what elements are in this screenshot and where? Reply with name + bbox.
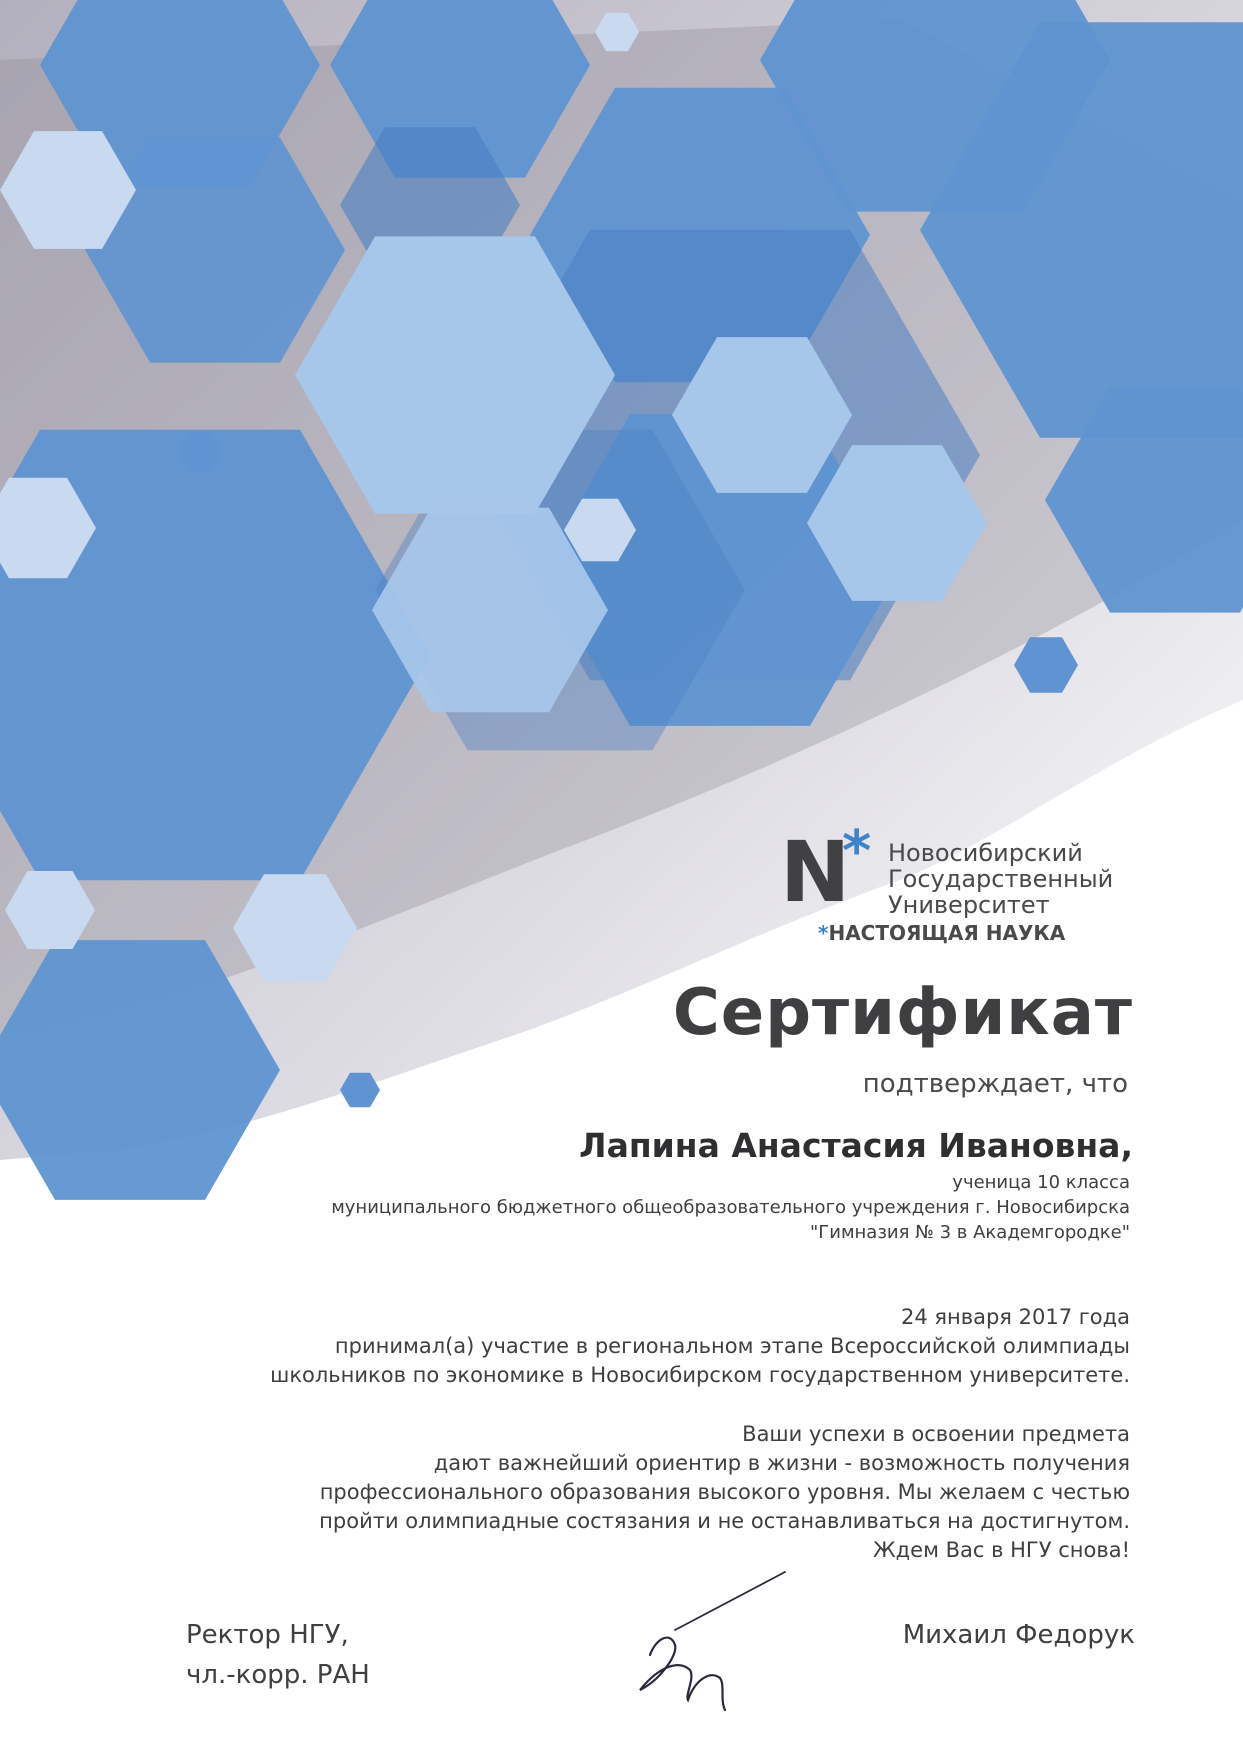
rector-title-line: Ректор НГУ, — [186, 1620, 349, 1650]
wishes-line: пройти олимпиадные состязания и не останавливаться на достигнутом. — [319, 1509, 1130, 1533]
tagline-star-icon: * — [818, 921, 829, 945]
university-name-line: Новосибирский — [888, 839, 1083, 867]
wishes-line: Ждем Вас в НГУ снова! — [873, 1538, 1130, 1562]
logo-star-icon: * — [842, 819, 872, 884]
rector-title — [186, 1615, 370, 1695]
details-line: "Гимназия № 3 в Академгородке" — [810, 1222, 1130, 1243]
recipient-details — [130, 1170, 1130, 1245]
participation-line: 24 января 2017 года — [900, 1305, 1130, 1329]
university-name — [888, 840, 1113, 918]
signer-name: Михаил Федорук — [902, 1620, 1135, 1650]
certificate-title: Сертификат — [672, 976, 1133, 1050]
wishes-line: профессионального образования высокого уровня. Мы желаем с честью — [319, 1480, 1130, 1504]
wishes-text — [50, 1420, 1130, 1565]
logo-n-mark: N — [780, 823, 849, 921]
university-name-line: Государственный — [888, 865, 1114, 893]
wishes-line: дают важнейший ориентир в жизни - возможность получения — [433, 1451, 1130, 1475]
certificate-subtitle: подтверждает, что — [862, 1069, 1128, 1099]
participation-text — [50, 1303, 1130, 1390]
handwritten-signature — [620, 1560, 800, 1720]
wishes-line: Ваши успехи в освоении предмета — [742, 1422, 1130, 1446]
participation-line: принимал(а) участие в региональном этапе Всероссийской олимпиады — [334, 1334, 1130, 1358]
university-name-line: Университет — [888, 891, 1050, 919]
recipient-name: Лапина Анастасия Ивановна, — [579, 1126, 1133, 1165]
participation-line: школьников по экономике в Новосибирском государственном университете. — [270, 1363, 1130, 1387]
tagline-text: НАСТОЯЩАЯ НАУКА — [828, 921, 1066, 945]
university-logo — [780, 819, 1160, 950]
logo-tagline — [818, 922, 1065, 944]
details-line: ученица 10 класса — [952, 1172, 1130, 1193]
rector-title-line: чл.-корр. РАН — [186, 1660, 370, 1690]
details-line: муниципального бюджетного общеобразовательного учреждения г. Новосибирска — [331, 1197, 1130, 1218]
